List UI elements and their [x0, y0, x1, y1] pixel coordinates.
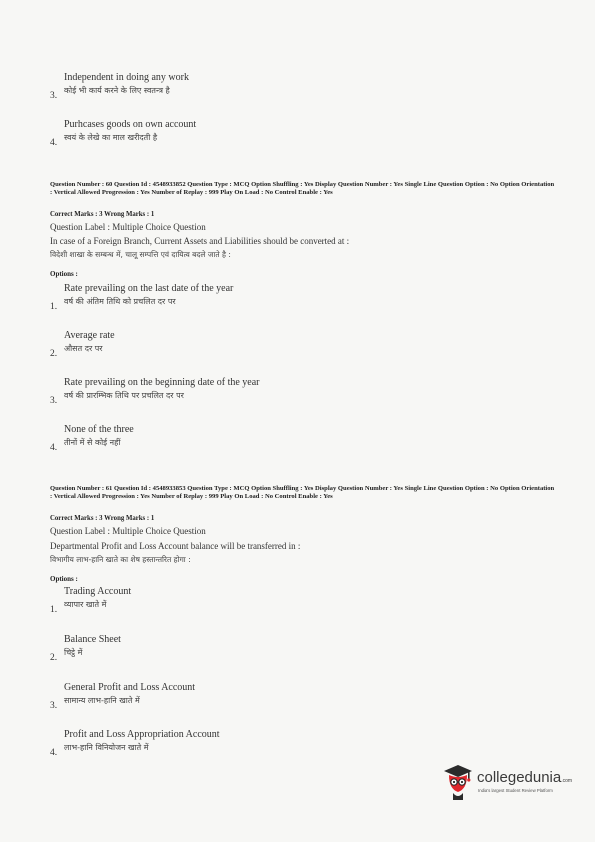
option-number: 3. [50, 91, 58, 101]
option-text-hi: लाभ-हानि विनियोजन खाते में [64, 743, 149, 752]
logo-tagline: India's largest Student Review Platform [478, 788, 553, 793]
option-text-hi: औसत दर पर [64, 344, 103, 353]
option-number: 2. [50, 349, 58, 359]
option-number: 4. [50, 748, 58, 758]
option-text-en: Average rate [64, 330, 115, 341]
question-61-option-4 [50, 729, 470, 759]
question-60-header: Question Number : 60 Question Id : 4548933852 Question Type : MCQ Option Shuffling : Yes Display Question Number : Yes Single Line Question Option : No Option Orientation : Vertical Allowed Progression : Yes Number of Replay : 999 Play On Load : No Control Enable : Yes [50, 181, 555, 196]
question-60-text-hi: विदेशी शाखा के सम्बन्ध में, चालू सम्पत्ति एवं दायित्व बदले जाते है : [50, 250, 231, 259]
option-text-hi: कोई भी कार्य करने के लिए स्वतन्त्र है [64, 86, 170, 95]
option-number: 3. [50, 396, 58, 406]
option-text-en: Purhcases goods on own account [64, 119, 197, 130]
option-number: 4. [50, 443, 58, 453]
collegedunia-logo[interactable] [440, 762, 580, 802]
option-text-en: Profit and Loss Appropriation Account [64, 729, 220, 740]
option-text-hi: व्यापार खाते में [64, 600, 107, 609]
option-4-prev [50, 119, 470, 149]
option-text-en: Independent in doing any work [64, 72, 189, 83]
option-number: 4. [50, 138, 58, 148]
option-text-hi: सामान्य लाभ-हानि खाते में [64, 696, 140, 705]
question-60-text-en: In case of a Foreign Branch, Current Assets and Liabilities should be converted at : [50, 236, 350, 246]
option-text-en: General Profit and Loss Account [64, 682, 196, 693]
option-number: 1. [50, 605, 58, 615]
option-number: 2. [50, 653, 58, 663]
option-number: 1. [50, 302, 58, 312]
question-61-text-en: Departmental Profit and Loss Account balance will be transferred in : [50, 541, 301, 551]
question-61-text-hi: विभागीय लाभ-हानि खाते का शेष हस्तान्तरित होगा : [50, 555, 191, 564]
question-61-option-2 [50, 634, 470, 664]
question-60-label: Question Label : Multiple Choice Question [50, 222, 206, 232]
option-text-hi: स्वयं के लेखे का माल खरीदती है [64, 133, 158, 142]
logo-name: collegedunia [477, 769, 562, 786]
question-60-option-3 [50, 377, 470, 407]
question-61-marks: Correct Marks : 3 Wrong Marks : 1 [50, 515, 155, 522]
question-60-option-4 [50, 424, 470, 454]
question-61-option-3 [50, 682, 470, 712]
question-61-options-label: Options : [50, 575, 78, 583]
question-60-options-label: Options : [50, 270, 78, 278]
option-3-prev [50, 72, 470, 102]
option-text-en: Trading Account [64, 586, 132, 597]
graduate-mascot-icon [440, 762, 476, 802]
option-number: 3. [50, 701, 58, 711]
logo-suffix: .com [561, 778, 573, 784]
option-text-hi: वर्ष की अंतिम तिथि को प्रचलित दर पर [64, 297, 176, 306]
option-text-hi: वर्ष की प्रारम्भिक तिथि पर प्रचलित दर पर [64, 391, 184, 400]
question-60-option-1 [50, 283, 470, 313]
question-61-option-1 [50, 586, 470, 616]
option-text-en: None of the three [64, 424, 134, 435]
option-text-en: Balance Sheet [64, 634, 121, 645]
option-text-en: Rate prevailing on the last date of the year [64, 283, 234, 294]
question-61-header: Question Number : 61 Question Id : 4548933853 Question Type : MCQ Option Shuffling : Yes Display Question Number : Yes Single Line Question Option : No Option Orientation : Vertical Allowed Progression : Yes Number of Replay : 999 Play On Load : No Control Enable : Yes [50, 485, 555, 500]
question-60-marks: Correct Marks : 3 Wrong Marks : 1 [50, 211, 155, 218]
question-61-label: Question Label : Multiple Choice Question [50, 526, 206, 536]
question-60-option-2 [50, 330, 470, 360]
option-text-en: Rate prevailing on the beginning date of the year [64, 377, 260, 388]
option-text-hi: चिट्ठे में [64, 648, 83, 657]
logo-wordmark [477, 769, 572, 786]
option-text-hi: तीनों में से कोई नहीं [64, 438, 121, 447]
